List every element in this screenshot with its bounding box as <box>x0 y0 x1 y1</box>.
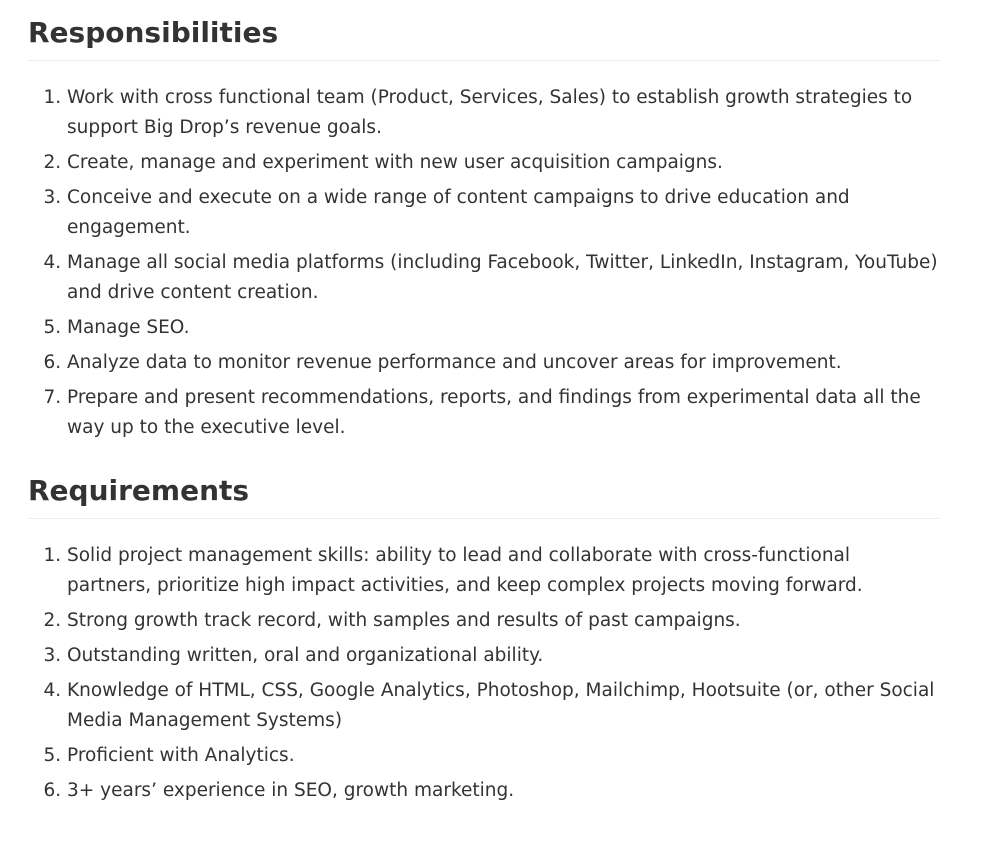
list-number: 6. <box>43 352 67 373</box>
list-number: 2. <box>43 152 67 173</box>
list-item-text: Create, manage and experiment with new user acquisition campaigns. <box>67 152 723 173</box>
requirements-list <box>28 519 940 806</box>
list-number: 4. <box>43 252 67 273</box>
list-item-text: Conceive and execute on a wide range of content campaigns to drive education and engagement. <box>67 187 850 238</box>
list-item <box>28 348 940 378</box>
list-item-text: Manage all social media platforms (including Facebook, Twitter, LinkedIn, Instagram, YouTube) and drive content creation. <box>67 252 938 303</box>
list-number: 1. <box>43 87 67 108</box>
list-item-text: Knowledge of HTML, CSS, Google Analytics, Photoshop, Mailchimp, Hootsuite (or, other Social Media Management Systems) <box>67 680 935 731</box>
list-item <box>28 741 940 771</box>
list-item-text: Proficient with Analytics. <box>67 745 295 766</box>
list-item <box>28 541 940 601</box>
list-item-text: Strong growth track record, with samples and results of past campaigns. <box>67 610 741 631</box>
list-item-text: Manage SEO. <box>67 317 190 338</box>
requirements-section <box>28 474 940 806</box>
list-number: 7. <box>43 387 67 408</box>
list-item <box>28 606 940 636</box>
list-number: 5. <box>43 745 67 766</box>
list-number: 2. <box>43 610 67 631</box>
list-number: 1. <box>43 545 67 566</box>
list-number: 5. <box>43 317 67 338</box>
list-item-text: 3+ years’ experience in SEO, growth marketing. <box>67 780 515 801</box>
list-item <box>28 641 940 671</box>
list-item <box>28 676 940 736</box>
list-item <box>28 776 940 806</box>
list-item-text: Analyze data to monitor revenue performance and uncover areas for improvement. <box>67 352 842 373</box>
responsibilities-list <box>28 61 940 443</box>
responsibilities-section <box>28 0 940 443</box>
list-item-text: Work with cross functional team (Product, Services, Sales) to establish growth strategies to support Big Drop’s revenue goals. <box>67 87 913 138</box>
list-item <box>28 313 940 343</box>
list-item <box>28 83 940 143</box>
list-item-text: Solid project management skills: ability to lead and collaborate with cross-functional partners, prioritize high impact activities, and keep complex projects moving forward. <box>67 545 863 596</box>
list-number: 3. <box>43 645 67 666</box>
list-item <box>28 183 940 243</box>
list-item <box>28 148 940 178</box>
list-item-text: Prepare and present recommendations, reports, and findings from experimental data all the way up to the executive level. <box>67 387 921 438</box>
list-item <box>28 383 940 443</box>
list-number: 6. <box>43 780 67 801</box>
list-item-text: Outstanding written, oral and organizational ability. <box>67 645 544 666</box>
list-number: 3. <box>43 187 67 208</box>
section-heading-requirements: Requirements <box>28 474 940 519</box>
list-item <box>28 248 940 308</box>
list-number: 4. <box>43 680 67 701</box>
section-heading-responsibilities: Responsibilities <box>28 0 940 61</box>
